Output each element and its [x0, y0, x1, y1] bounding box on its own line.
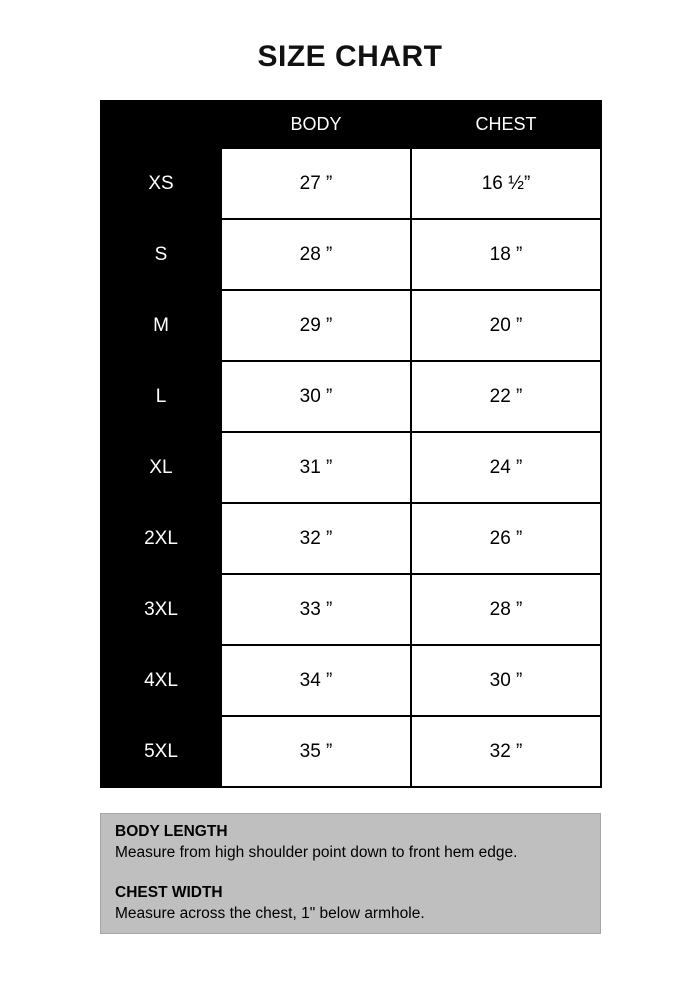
size-chart-table — [100, 100, 602, 788]
header-row — [101, 101, 601, 148]
size-label: M — [101, 290, 221, 361]
body-value: 32 ” — [221, 503, 411, 574]
body-value: 31 ” — [221, 432, 411, 503]
body-value: 34 ” — [221, 645, 411, 716]
size-label: 2XL — [101, 503, 221, 574]
table-header — [101, 101, 601, 148]
body-value: 33 ” — [221, 574, 411, 645]
chest-value: 28 ” — [411, 574, 601, 645]
table-row — [101, 716, 601, 787]
chest-value: 16 ½” — [411, 148, 601, 219]
table-row — [101, 361, 601, 432]
size-label: 4XL — [101, 645, 221, 716]
size-label: XS — [101, 148, 221, 219]
page-title: SIZE CHART — [257, 40, 443, 73]
size-label: S — [101, 219, 221, 290]
size-label: XL — [101, 432, 221, 503]
chest-value: 30 ” — [411, 645, 601, 716]
size-label: 5XL — [101, 716, 221, 787]
table-row — [101, 503, 601, 574]
body-value: 27 ” — [221, 148, 411, 219]
table-row — [101, 219, 601, 290]
chest-value: 32 ” — [411, 716, 601, 787]
body-value: 35 ” — [221, 716, 411, 787]
header-body-cell: BODY — [221, 101, 411, 148]
table-row — [101, 645, 601, 716]
body-value: 29 ” — [221, 290, 411, 361]
table-row — [101, 148, 601, 219]
chest-width-heading: CHEST WIDTH — [115, 884, 223, 901]
body-value: 28 ” — [221, 219, 411, 290]
header-chest-cell: CHEST — [411, 101, 601, 148]
size-label: L — [101, 361, 221, 432]
header-size-cell — [101, 101, 221, 148]
chest-value: 18 ” — [411, 219, 601, 290]
chest-value: 26 ” — [411, 503, 601, 574]
chest-value: 24 ” — [411, 432, 601, 503]
size-label: 3XL — [101, 574, 221, 645]
body-length-heading: BODY LENGTH — [115, 823, 228, 840]
table-row — [101, 290, 601, 361]
chest-value: 20 ” — [411, 290, 601, 361]
measurement-notes — [100, 813, 601, 934]
chest-value: 22 ” — [411, 361, 601, 432]
size-table-body — [101, 148, 601, 787]
body-length-text: Measure from high shoulder point down to front hem edge. — [115, 844, 518, 861]
table-row — [101, 432, 601, 503]
table-row — [101, 574, 601, 645]
chest-width-text: Measure across the chest, 1" below armhole. — [115, 905, 425, 922]
body-value: 30 ” — [221, 361, 411, 432]
